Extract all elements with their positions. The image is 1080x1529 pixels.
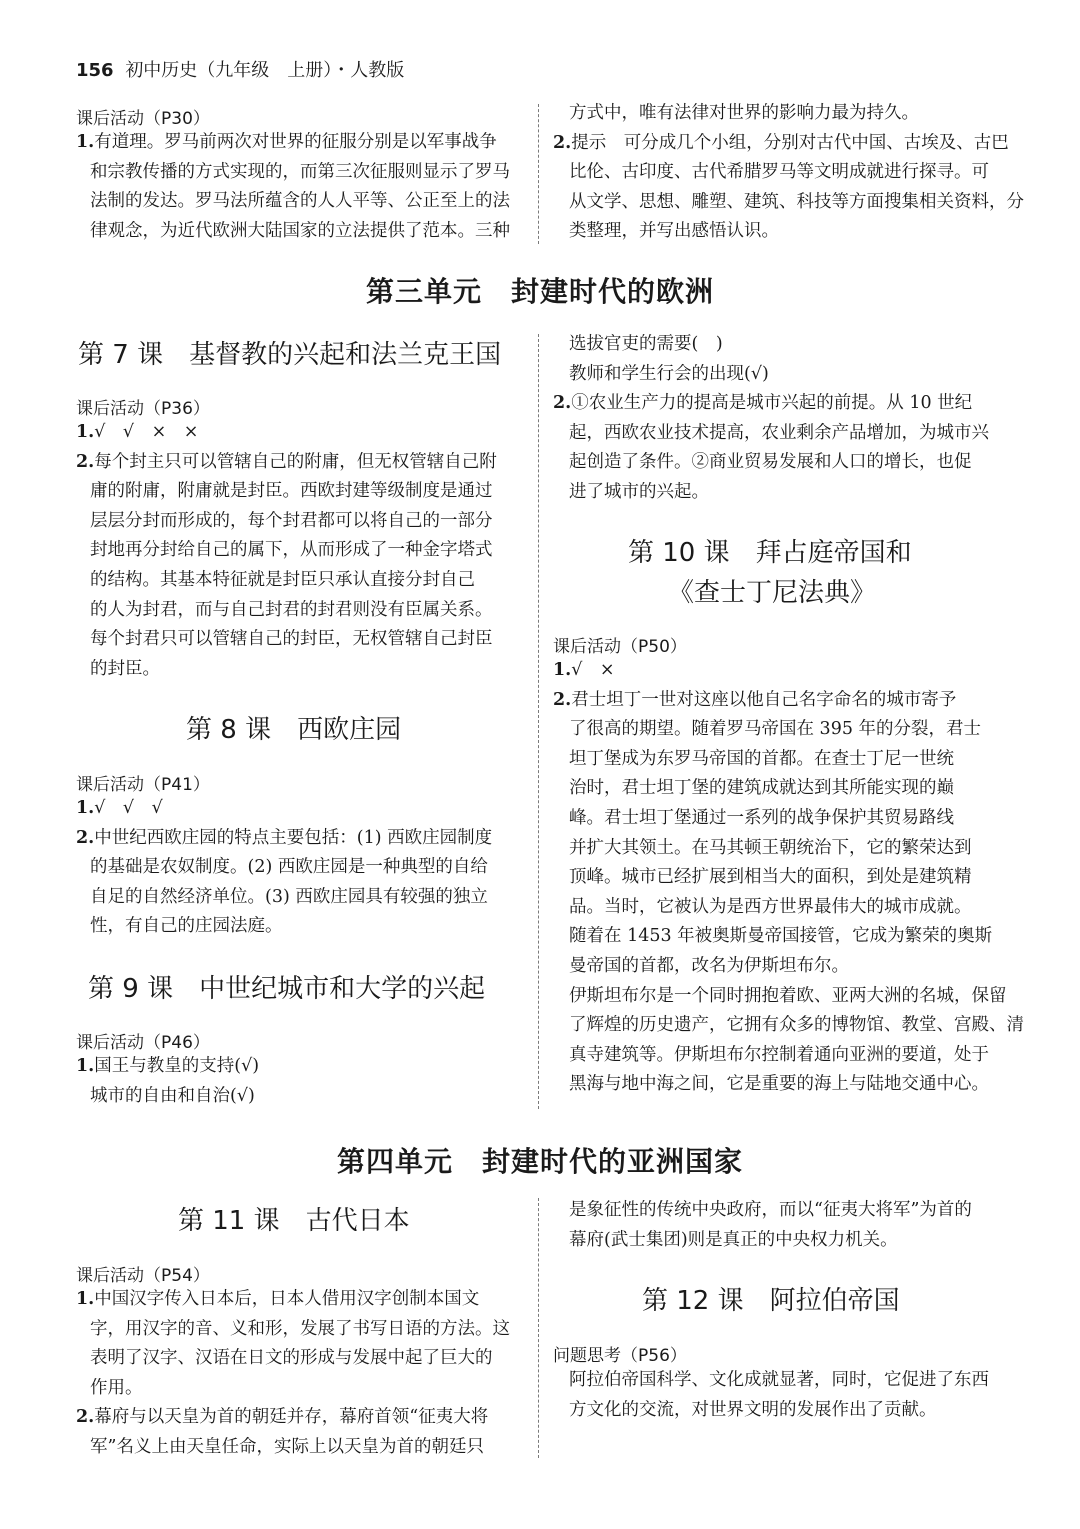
text-line bbox=[553, 330, 989, 360]
text-line bbox=[553, 360, 989, 390]
lesson-9-activity: 课后活动（P46） bbox=[76, 1033, 210, 1053]
line-text: 类整理，并写出感悟认识。 bbox=[569, 221, 779, 242]
lesson-9-title: 第 9 课 中世纪城市和大学的兴起 bbox=[88, 974, 486, 1004]
line-text: 君士坦丁一世对这座以他自己名字命名的城市寄予 bbox=[571, 689, 957, 710]
text-line bbox=[553, 1041, 1024, 1071]
lesson-12-title: 第 12 课 阿拉伯帝国 bbox=[642, 1286, 900, 1316]
lesson-8-activity: 课后活动（P41） bbox=[76, 775, 210, 795]
line-text: 峰。君士坦丁堡通过一系列的战争保护其贸易路线 bbox=[569, 807, 954, 828]
line-text: 阿拉伯帝国科学、文化成就显著，同时，它促进了东西 bbox=[569, 1370, 989, 1390]
line-text: 自足的自然经济单位。(3) 西欧庄园具有较强的独立 bbox=[90, 886, 488, 907]
page-header bbox=[76, 56, 404, 82]
text-line bbox=[553, 478, 989, 508]
text-line bbox=[76, 128, 510, 158]
line-text: 治时，君士坦丁堡的建筑成就达到其所能实现的巅 bbox=[569, 778, 954, 799]
text-line bbox=[553, 188, 1024, 218]
text-line bbox=[553, 656, 1024, 686]
line-text: 的封臣。 bbox=[90, 658, 160, 679]
lesson-7-answers bbox=[76, 418, 497, 684]
text-line bbox=[76, 477, 497, 507]
column-divider bbox=[538, 334, 539, 1109]
line-text: 层层分封而形成的，每个封君都可以将自己的一部分 bbox=[90, 510, 493, 531]
line-text: 表明了汉字、汉语在日文的形成与发展中起了巨大的 bbox=[90, 1348, 493, 1369]
text-line bbox=[76, 217, 510, 247]
line-text: 黑海与地中海之间，它是重要的海上与陆地交通中心。 bbox=[569, 1074, 989, 1095]
text-line bbox=[76, 566, 497, 596]
unit-title-3: 第三单元 封建时代的欧洲 bbox=[365, 275, 714, 308]
line-text: 起创造了条件。②商业贸易发展和人口的增长，也促 bbox=[569, 452, 972, 473]
line-text: 的人为封君，而与自己封君的封君则没有臣属关系。 bbox=[90, 599, 493, 620]
line-text: 律观念，为近代欧洲大陆国家的立法提供了范本。三种 bbox=[90, 220, 510, 241]
item-number: 2. bbox=[553, 132, 572, 153]
line-text: 坦丁堡成为东罗马帝国的首都。在查士丁尼一世统 bbox=[569, 748, 954, 769]
item-number: 2. bbox=[76, 1407, 95, 1428]
top-left-block bbox=[76, 128, 510, 246]
line-text: 有道理。罗马前两次对世界的征服分别是以军事战争 bbox=[94, 132, 497, 152]
line-text: 和宗教传播的方式实现的，而第三次征服则显示了罗马 bbox=[90, 161, 510, 182]
lesson-11-activity: 课后活动（P54） bbox=[76, 1266, 210, 1286]
lesson-11-title: 第 11 课 古代日本 bbox=[178, 1206, 410, 1236]
text-line bbox=[553, 158, 1024, 188]
text-line bbox=[76, 596, 497, 626]
text-line bbox=[553, 834, 1024, 864]
lesson-7-title: 第 7 课 基督教的兴起和法兰克王国 bbox=[78, 340, 502, 370]
lesson-10-activity: 课后活动（P50） bbox=[553, 637, 687, 657]
line-text: ①农业生产力的提高是城市兴起的前提。从 10 世纪 bbox=[571, 393, 973, 414]
text-line bbox=[76, 1082, 259, 1112]
text-line bbox=[76, 883, 492, 913]
line-text: 顶峰。城市已经扩展到相当大的面积，到处是建筑精 bbox=[569, 867, 972, 888]
line-text: 真寺建筑等。伊斯坦布尔控制着通向亚洲的要道，处于 bbox=[569, 1044, 989, 1065]
item-number: 1. bbox=[76, 422, 95, 442]
line-text: 了辉煌的历史遗产，它拥有众多的博物馆、教堂、宫殿、清 bbox=[569, 1015, 1024, 1036]
line-text: 选拔官吏的需要( ) bbox=[569, 334, 723, 354]
text-line bbox=[76, 625, 497, 655]
text-line bbox=[76, 1315, 510, 1345]
line-text: 并扩大其领土。在马其顿王朝统治下，它的繁荣达到 bbox=[569, 837, 972, 858]
line-text: 封地再分封给自己的属下，从而形成了一种金字塔式 bbox=[90, 540, 493, 561]
line-text: 是象征性的传统中央政府，而以“征夷大将军”为首的 bbox=[569, 1200, 972, 1220]
text-line bbox=[76, 1374, 510, 1404]
text-line bbox=[553, 1070, 1024, 1100]
text-line bbox=[569, 1396, 989, 1426]
text-line bbox=[553, 686, 1024, 716]
line-text: 提示 可分成几个小组，分别对古代中国、古埃及、古巴 bbox=[571, 132, 1009, 153]
line-text: 中世纪西欧庄园的特点主要包括：(1) 西欧庄园制度 bbox=[94, 827, 493, 848]
text-line bbox=[553, 922, 1024, 952]
lesson-7-activity: 课后活动（P36） bbox=[76, 399, 210, 419]
line-text: 性，有自己的庄园法庭。 bbox=[90, 916, 283, 937]
line-text: 庸的附庸，附庸就是封臣。西欧封建等级制度是通过 bbox=[90, 481, 493, 502]
text-line bbox=[553, 448, 989, 478]
text-line bbox=[553, 99, 1024, 129]
lesson-12-activity: 问题思考（P56） bbox=[553, 1346, 687, 1366]
text-line bbox=[76, 536, 497, 566]
lesson-8-title: 第 8 课 西欧庄园 bbox=[186, 715, 402, 745]
text-line bbox=[76, 794, 492, 824]
book-title: 初中历史（九年级 上册）・人教版 bbox=[125, 60, 405, 81]
line-text: 曼帝国的首都，改名为伊斯坦布尔。 bbox=[569, 955, 849, 976]
line-text: 从文学、思想、雕塑、建筑、科技等方面搜集相关资料，分 bbox=[569, 191, 1024, 212]
item-number: 1. bbox=[76, 798, 95, 818]
lesson-10-title-line2: 《查士丁尼法典》 bbox=[668, 578, 877, 608]
text-line bbox=[553, 217, 1024, 247]
line-text: 幕府与以天皇为首的朝廷并存，幕府首领“征夷大将 bbox=[94, 1407, 489, 1428]
text-line bbox=[553, 952, 1024, 982]
top-right-block bbox=[553, 99, 1024, 247]
item-number: 1. bbox=[76, 1056, 95, 1076]
text-line bbox=[569, 1366, 989, 1396]
line-text: 的结构。其基本特征就是封臣只承认直接分封自己 bbox=[90, 569, 475, 590]
text-line bbox=[76, 1403, 510, 1433]
item-number: 1. bbox=[76, 132, 95, 152]
text-line bbox=[553, 804, 1024, 834]
text-line bbox=[553, 419, 989, 449]
column-divider bbox=[538, 1198, 539, 1458]
item-number: 1. bbox=[76, 1289, 95, 1309]
line-text: √ × bbox=[571, 660, 615, 680]
item-number: 1. bbox=[553, 660, 572, 680]
line-text: 教师和学生行会的出现(√) bbox=[569, 363, 769, 384]
lesson-11-answers-continued bbox=[553, 1196, 972, 1255]
column-divider bbox=[538, 104, 539, 244]
line-text: 比伦、古印度、古代希腊罗马等文明成就进行探寻。可 bbox=[569, 162, 989, 183]
line-text: 方文化的交流，对世界文明的发展作出了贡献。 bbox=[569, 1399, 937, 1420]
text-line bbox=[553, 129, 1024, 159]
text-line bbox=[76, 912, 492, 942]
lesson-9-answers bbox=[76, 1052, 259, 1111]
text-line bbox=[76, 418, 497, 448]
lesson-11-answers bbox=[76, 1285, 510, 1463]
text-line bbox=[553, 715, 1024, 745]
text-line bbox=[553, 982, 1024, 1012]
text-line bbox=[76, 1052, 259, 1082]
lesson-10-answers bbox=[553, 656, 1024, 1100]
item-number: 2. bbox=[76, 827, 95, 848]
line-text: 品。当时，它被认为是西方世界最伟大的城市成就。 bbox=[569, 896, 972, 917]
text-line bbox=[76, 187, 510, 217]
line-text: 作用。 bbox=[90, 1377, 143, 1398]
text-line bbox=[553, 389, 989, 419]
line-text: 城市的自由和自治(√) bbox=[90, 1085, 255, 1106]
line-text: 伊斯坦布尔是一个同时拥抱着欧、亚两大洲的名城，保留 bbox=[569, 985, 1007, 1006]
text-line bbox=[553, 745, 1024, 775]
line-text: 进了城市的兴起。 bbox=[569, 481, 709, 502]
line-text: 幕府(武士集团)则是真正的中央权力机关。 bbox=[569, 1229, 898, 1250]
line-text: √ √ × × bbox=[94, 422, 199, 442]
line-text: 中国汉字传入日本后，日本人借用汉字创制本国文 bbox=[94, 1289, 480, 1309]
text-line bbox=[76, 1285, 510, 1315]
item-number: 2. bbox=[553, 393, 572, 414]
lesson-8-answers bbox=[76, 794, 492, 942]
text-line bbox=[76, 158, 510, 188]
line-text: 每个封主只可以管辖自己的附庸，但无权管辖自己附 bbox=[94, 451, 497, 472]
lesson-9-answers-continued bbox=[553, 330, 989, 508]
unit-title-4: 第四单元 封建时代的亚洲国家 bbox=[336, 1145, 743, 1178]
text-line bbox=[76, 853, 492, 883]
text-line bbox=[553, 863, 1024, 893]
lesson-12-answers bbox=[569, 1366, 989, 1425]
text-line bbox=[76, 1433, 510, 1463]
text-line bbox=[553, 774, 1024, 804]
text-line bbox=[76, 824, 492, 854]
line-text: 军”名义上由天皇任命，实际上以天皇为首的朝廷只 bbox=[90, 1436, 484, 1457]
text-line bbox=[76, 507, 497, 537]
text-line bbox=[76, 1344, 510, 1374]
line-text: 国王与教皇的支持(√) bbox=[94, 1056, 260, 1076]
line-text: 随着在 1453 年被奥斯曼帝国接管，它成为繁荣的奥斯 bbox=[569, 926, 993, 947]
line-text: √ √ √ bbox=[94, 798, 163, 818]
line-text: 每个封君只可以管辖自己的封臣，无权管辖自己封臣 bbox=[90, 629, 493, 650]
page-number: 156 bbox=[76, 60, 114, 81]
line-text: 了很高的期望。随着罗马帝国在 395 年的分裂，君士 bbox=[569, 719, 982, 740]
text-line bbox=[553, 1011, 1024, 1041]
line-text: 字，用汉字的音、义和形，发展了书写日语的方法。这 bbox=[90, 1318, 510, 1339]
text-line bbox=[76, 655, 497, 685]
text-line bbox=[553, 893, 1024, 923]
text-line bbox=[553, 1196, 972, 1226]
text-line bbox=[76, 448, 497, 478]
line-text: 的基础是农奴制度。(2) 西欧庄园是一种典型的自给 bbox=[90, 857, 488, 878]
line-text: 方式中，唯有法律对世界的影响力最为持久。 bbox=[569, 103, 919, 123]
text-line bbox=[553, 1226, 972, 1256]
item-number: 2. bbox=[553, 689, 572, 710]
activity-heading-p30: 课后活动（P30） bbox=[76, 109, 210, 129]
line-text: 法制的发达。罗马法所蕴含的人人平等、公正至上的法 bbox=[90, 191, 510, 212]
item-number: 2. bbox=[76, 451, 95, 472]
line-text: 起，西欧农业技术提高，农业剩余产品增加，为城市兴 bbox=[569, 422, 989, 443]
lesson-10-title-line1: 第 10 课 拜占庭帝国和 bbox=[628, 538, 912, 568]
